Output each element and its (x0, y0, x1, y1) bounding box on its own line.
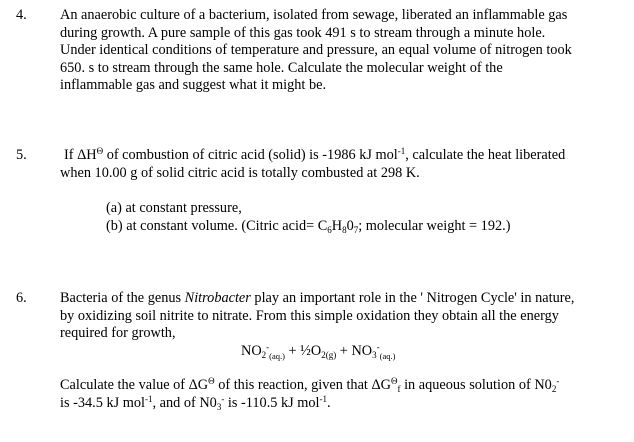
q5-line-1: If $\Delta H^\Theta$ of combustion of citric acid (solid) is -1986 kJ mol$^{-1}$, calculate the heat liberated (64, 146, 566, 163)
question-5-text (64, 147, 634, 165)
q5-part-a: (a) at constant pressure, (106, 200, 242, 216)
reaction-equation: $NO_2^-_{(aq.)}$ + $\frac{1}{2}O_{2(g)} + NO_3^-_{(aq.)}$ (241, 342, 396, 361)
q6-line-2: by oxidizing soil nitrite to nitrate. From this simple oxidation they obtain all the energy (60, 307, 559, 324)
question-5-text-2 (60, 165, 630, 183)
q4-line-4: 650. s to stream through the same hole. Calculate the molecular weight of the (60, 59, 503, 76)
q4-line-2: during growth. A pure sample of this gas took 491 s to stream through a minute hole. (60, 24, 546, 41)
question-6-calculation (60, 377, 630, 412)
q4-line-5: inflammable gas and suggest what it might be. (60, 77, 327, 94)
q5-part-b: (b) at constant volume. (Citric acid= $C_6H_80_7$; molecular weight = 192.) (106, 217, 511, 235)
q5-line-2: when 10.00 g of solid citric acid is totally combusted at 298 K. (60, 165, 420, 181)
q6-calc-line-2: is -34.5 kJ mol$^{-1}$, and of $N0_3^-$ is -110.5 kJ mol$^{-1}$. (60, 393, 331, 412)
question-6-number: 6. (16, 290, 27, 306)
question-5-number: 5. (16, 147, 27, 163)
q6-calc-line-1: Calculate the value of $\Delta G^\Theta$ of this reaction, given that $\Delta G^\Theta_f$ in aqueous solution of $N0_2^-$ (60, 376, 560, 394)
q4-line-3: Under identical conditions of temperature and pressure, an equal volume of nitrogen took (60, 42, 572, 59)
genus-name: Nitrobacter (184, 290, 251, 306)
q6-line-1: Bacteria of the genus Nitrobacter play an important role in the ' Nitrogen Cycle' in nature, (60, 290, 575, 306)
question-4-number: 4. (16, 7, 27, 23)
question-4-text (60, 7, 630, 95)
question-5-parts (106, 200, 626, 235)
q4-line-1: An anaerobic culture of a bacterium, isolated from sewage, liberated an inflammable gas (60, 7, 568, 23)
question-6-text (60, 290, 630, 343)
q6-line-3: required for growth, (60, 325, 176, 342)
